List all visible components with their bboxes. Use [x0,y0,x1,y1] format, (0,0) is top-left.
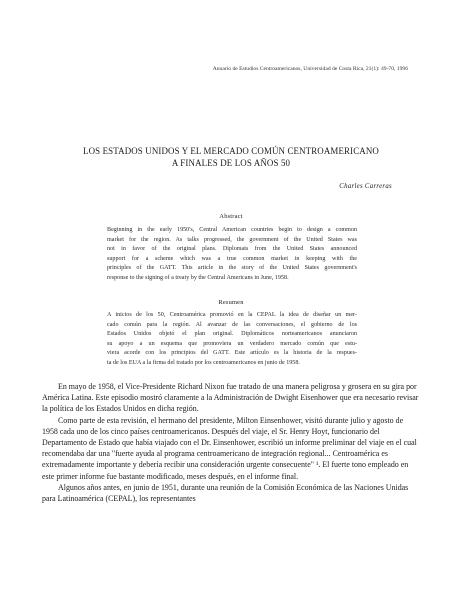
abstract-line: support for a scheme which was a true common market in keeping with the [107,255,357,262]
abstract-line: principles of the GATT. This article in the story of the United States government's [107,265,357,272]
resumen-heading: Resumen [218,299,244,306]
body-paragraph: En mayo de 1958, el Vice-Presidente Richard Nixon fue tratado de una manera peligrosa y grosera en su gira por América Latina. Este episodio mostró claramente a la Administración de Dwight Eisenhower que era necesario revisar la política de los Estados Unidos en dicha región. [42,382,419,414]
resumen-body [107,311,357,369]
abstract-line: market for the region. As talks progressed, the government of the United States was [107,236,357,243]
resumen-line: su apoyo a un esquema que promoviera un verdadero mercado común que estu- [107,340,357,347]
abstract-body [107,226,357,284]
body-paragraph: Algunos años antes, en junio de 1951, durante una reunión de la Comisión Económica de las Naciones Unidas para Latinoamérica (CEPAL), los representantes [42,482,409,504]
abstract-line: Beginning in the early 1950's, Central American countries begin to design a common [107,227,357,233]
running-header: Anuario de Estudios Centroamericanos, Universidad de Costa Rica, 21(1): 49-70, 1996 [212,66,408,72]
author-name: Charles Carreras [339,183,392,190]
resumen-line: cado común para la región. Al avanzar de las conversaciones, el gobierno de los [107,321,357,328]
title-line-1: LOS ESTADOS UNIDOS Y EL MERCADO COMÚN CENTROAMERICANO [83,146,379,156]
body-paragraph: Como parte de esta revisión, el hermano del presidente, Milton Einsenhower, visitó durante julio y agosto de 1958 cada uno de los cinco países centroamericanos. Después del viaje, el Sr. Henry Hoyt, funcionario del Departamento de Estado que había viajado con el Dr. Einsenhower, escribió un informe preliminar del viaje en el cual recomendaba dar una "fuerte ayuda al programa centroamericano de integración regional... Centroamérica es extremadamente importante y debería recibir una consideración urgente consecuente" ¹. El fuerte tono empleado en este primer informe fue bastante modificado, meses después, en el informe final. [42,415,417,481]
abstract-heading: Abstract [219,213,243,220]
title-line-2: A FINALES DE LOS AÑOS 50 [171,158,291,168]
resumen-line: viera acorde con los principios del GATT. Este artículo es la historia de la respues- [107,350,357,357]
resumen-line: Estados Unidos objetó el plan original. Diplomáticos norteamericanos anunciaron [107,331,357,338]
article-title [60,145,402,169]
resumen-line: A inicios de los 50, Centroamérica promovió en la CEPAL la idea de diseñar un mer- [107,312,357,318]
abstract-line: response to the signing of a treaty by the Central Americans in June, 1958. [107,274,289,281]
article-body [42,381,420,504]
abstract-line: not in favor of the original plans. Diplomats from the United States announced [107,246,357,253]
resumen-line: ta de los EUA a la firma del tratado por los centroamericanos en junio de 1958. [107,359,300,366]
